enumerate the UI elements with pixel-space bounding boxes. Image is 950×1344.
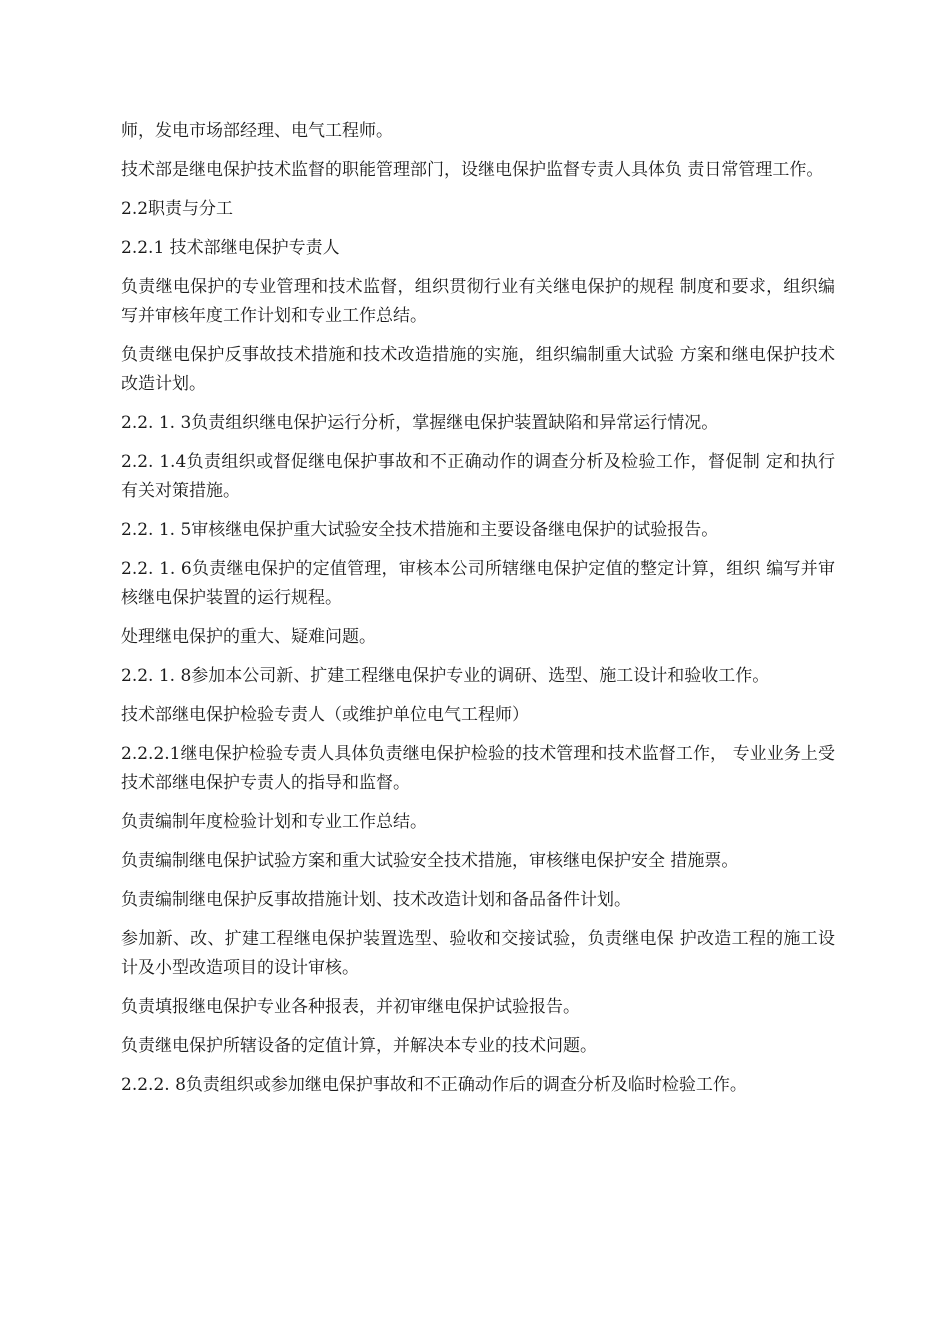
section-heading: 2.2职责与分工 bbox=[121, 199, 234, 219]
paragraph: 技术部是继电保护技术监督的职能管理部门，设继电保护监督专责人具体负 责日常管理工作。 bbox=[121, 160, 824, 180]
paragraph: 处理继电保护的重大、疑难问题。 bbox=[121, 627, 376, 647]
subsection-heading: 2.2.1 技术部继电保护专责人 bbox=[121, 238, 340, 258]
paragraph: 负责编制年度检验计划和专业工作总结。 bbox=[121, 812, 427, 832]
paragraph: 负责继电保护反事故技术措施和技术改造措施的实施，组织编制重大试验 方案和继电保护技术改造计划。 bbox=[121, 345, 835, 394]
paragraph: 2.2. 1. 3负责组织继电保护运行分析，掌握继电保护装置缺陷和异常运行情况。 bbox=[121, 413, 719, 433]
paragraph: 负责继电保护的专业管理和技术监督，组织贯彻行业有关继电保护的规程 制度和要求，组织编写并审核年度工作计划和专业工作总结。 bbox=[121, 277, 835, 326]
document-body bbox=[121, 117, 835, 1110]
paragraph: 2.2. 1. 6负责继电保护的定值管理，审核本公司所辖继电保护定值的整定计算，组织 编写并审核继电保护装置的运行规程。 bbox=[121, 559, 835, 608]
paragraph: 2.2. 1. 5审核继电保护重大试验安全技术措施和主要设备继电保护的试验报告。 bbox=[121, 520, 719, 540]
paragraph: 参加新、改、扩建工程继电保护装置选型、验收和交接试验，负责继电保 护改造工程的施工设计及小型改造项目的设计审核。 bbox=[121, 929, 835, 978]
paragraph: 负责编制继电保护试验方案和重大试验安全技术措施，审核继电保护安全 措施票。 bbox=[121, 851, 739, 871]
paragraph: 负责填报继电保护专业各种报表，并初审继电保护试验报告。 bbox=[121, 997, 580, 1017]
subsection-heading: 技术部继电保护检验专责人（或维护单位电气工程师） bbox=[121, 705, 529, 725]
paragraph: 师，发电市场部经理、电气工程师。 bbox=[121, 121, 393, 141]
paragraph: 2.2.2.1继电保护检验专责人具体负责继电保护检验的技术管理和技术监督工作， 专业业务上受技术部继电保护专责人的指导和监督。 bbox=[121, 744, 835, 793]
paragraph: 负责编制继电保护反事故措施计划、技术改造计划和备品备件计划。 bbox=[121, 890, 631, 910]
paragraph: 2.2. 1. 8参加本公司新、扩建工程继电保护专业的调研、选型、施工设计和验收工作。 bbox=[121, 666, 770, 686]
paragraph: 2.2.2. 8负责组织或参加继电保护事故和不正确动作后的调查分析及临时检验工作。 bbox=[121, 1075, 747, 1095]
paragraph: 2.2. 1.4负责组织或督促继电保护事故和不正确动作的调查分析及检验工作，督促制 定和执行有关对策措施。 bbox=[121, 452, 835, 501]
paragraph: 负责继电保护所辖设备的定值计算，并解决本专业的技术问题。 bbox=[121, 1036, 597, 1056]
